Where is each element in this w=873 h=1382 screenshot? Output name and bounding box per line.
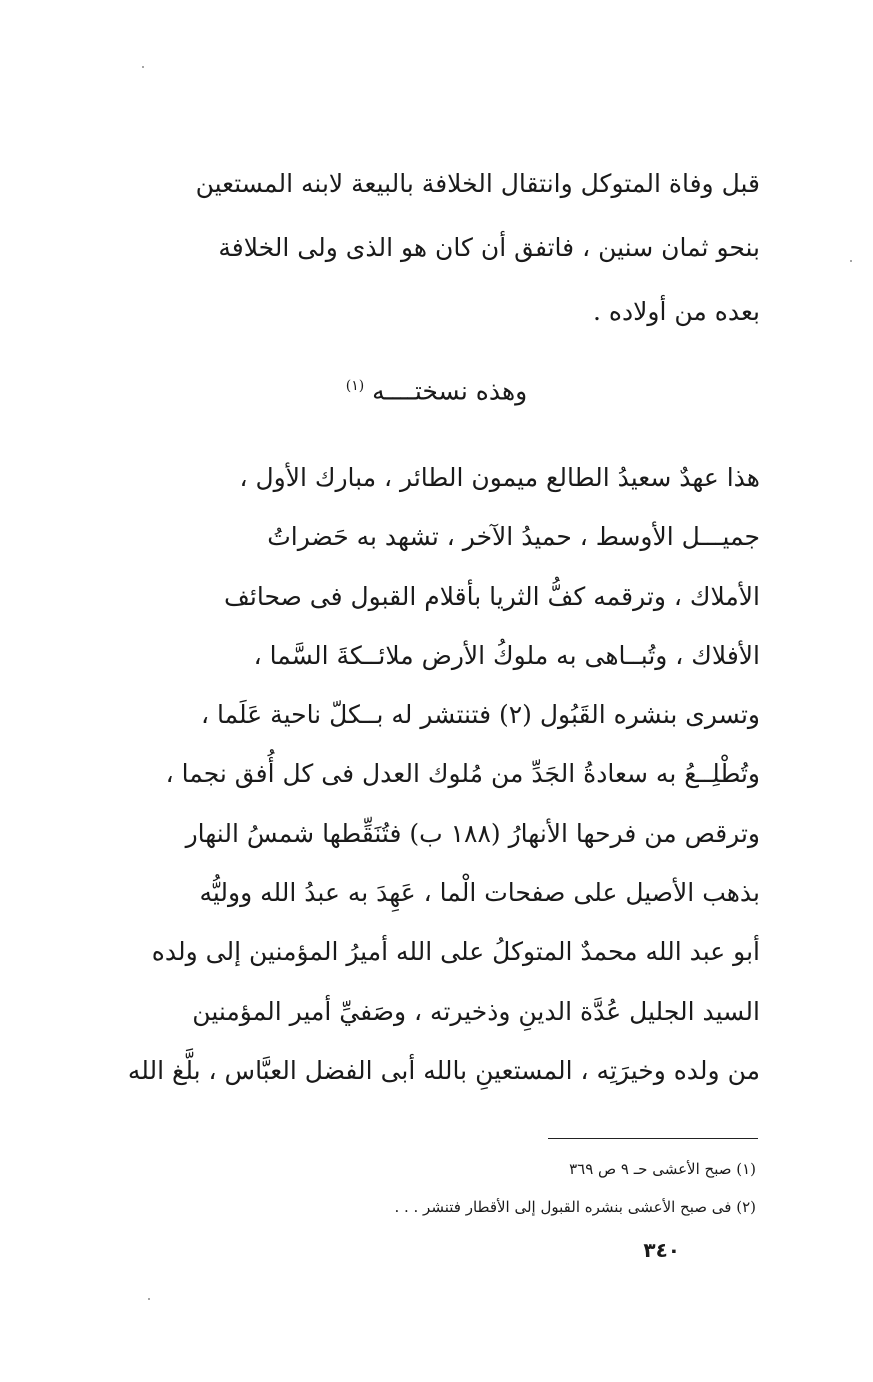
- page-number: ٣٤٠: [643, 1238, 680, 1262]
- scan-speck: [148, 1298, 150, 1300]
- text-line: بعده من أولاده .: [593, 297, 760, 326]
- heading-text: وهذه نسختــــه: [372, 376, 528, 406]
- scan-speck: [142, 66, 144, 68]
- text-line: جميـــل الأوسط ، حميدُ الآخر ، تشهد به حَضراتُ: [267, 522, 760, 552]
- text-line: من ولده وخيرَتِه ، المستعينِ بالله أبى الفضل العبَّاس ، بلَّغ الله: [127, 1055, 760, 1085]
- text-line: الأملاك ، وترقمه كفُّ الثريا بأقلام القبول فى صحائف: [223, 581, 760, 611]
- footnote: (١) صبح الأعشى حـ ٩ ص ٣٦٩: [569, 1160, 756, 1178]
- text-line: الأفلاك ، وتُبــاهى به ملوكُ الأرض ملائــكةَ السَّما ،: [253, 640, 760, 670]
- text-line: السيد الجليل عُدَّة الدينِ وذخيرته ، وصَفيِّ أمير المؤمنين: [192, 996, 760, 1026]
- scan-speck: [850, 260, 852, 262]
- decree-text: [92, 448, 760, 1100]
- footnote: (٢) فى صبح الأعشى بنشره القبول إلى الأقطار فتنشر . . .: [394, 1198, 756, 1216]
- text-line: وترقص من فرحها الأنهارُ (١٨٨ ب) فتُنَقِّطها شمسُ النهار: [185, 818, 760, 848]
- intro-paragraph: [92, 152, 760, 344]
- section-heading: [0, 366, 873, 411]
- text-line: قبل وفاة المتوكل وانتقال الخلافة بالبيعة لابنه المستعين: [195, 169, 760, 198]
- footnote-separator: [548, 1138, 758, 1139]
- text-line: بنحو ثمان سنين ، فاتفق أن كان هو الذى ولى الخلافة: [218, 233, 760, 262]
- footnotes: [300, 1150, 756, 1226]
- text-line: هذا عهدٌ سعيدُ الطالع ميمون الطائر ، مبارك الأول ،: [239, 463, 760, 492]
- text-line: بذهب الأصيل على صفحات الْما ، عَهِدَ به عبدُ الله ووليُّه: [199, 878, 760, 908]
- text-line: وتسرى بنشره القَبُول (٢) فتنتشر له بــكلّ ناحية عَلَما ،: [200, 700, 760, 730]
- text-line: أبو عبد الله محمدٌ المتوكلُ على الله أميرُ المؤمنين إلى ولده: [151, 937, 760, 967]
- footnote-ref: (١): [345, 378, 365, 394]
- text-line: وتُطْلِــعُ به سعادةُ الجَدِّ من مُلوك العدل فى كل أُفق نجما ،: [165, 759, 760, 789]
